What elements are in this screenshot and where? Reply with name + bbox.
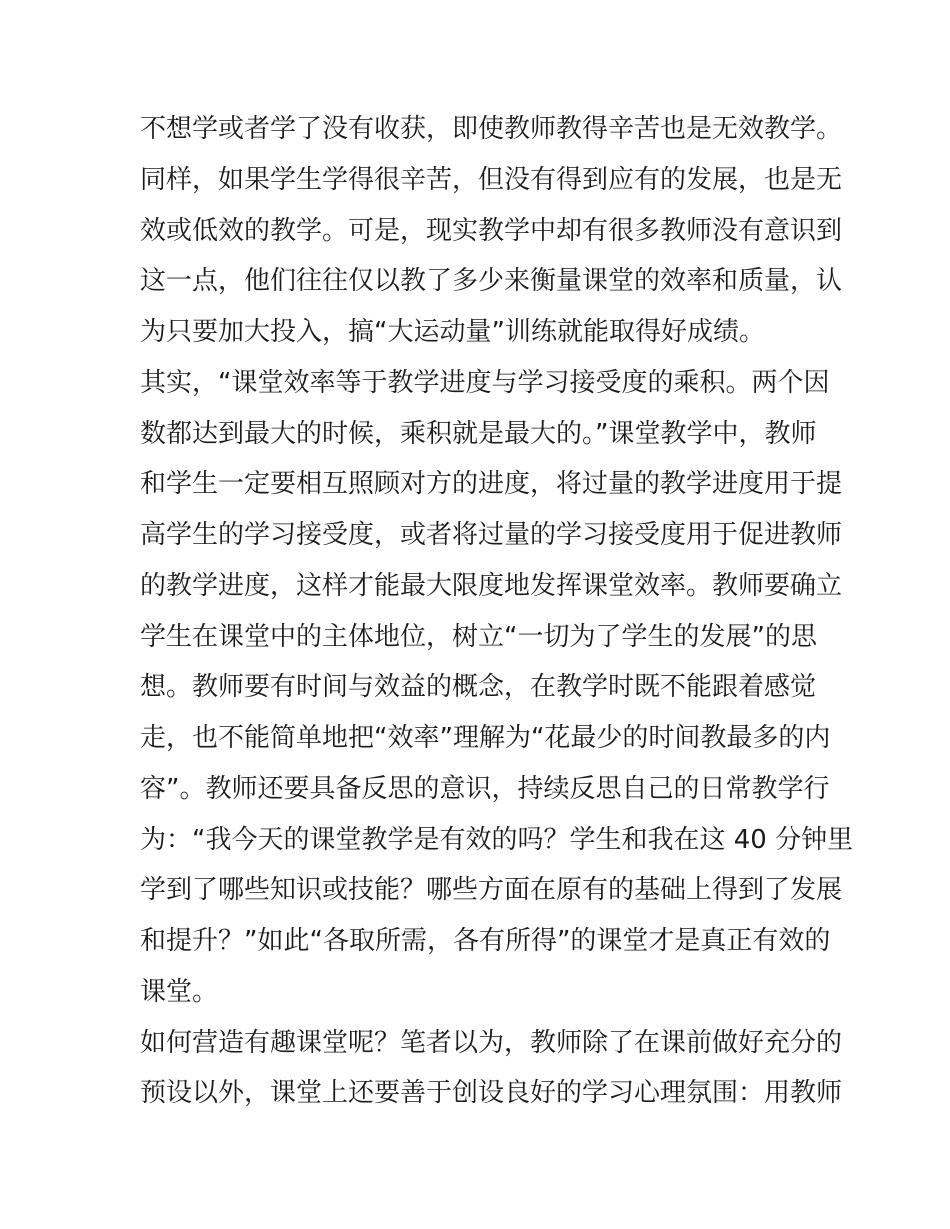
- text-line: 数都达到最大的时候，乘积就是最大的。”课堂教学中，教师: [140, 418, 817, 449]
- text-line: 和提升？”如此“各取所需，各有所得”的课堂才是真正有效的: [140, 926, 831, 956]
- text-line: 为：“我今天的课堂教学是有效的吗？学生和我在这 40 分钟里: [140, 824, 854, 855]
- text-line: 如何营造有趣课堂呢？笔者以为，教师除了在课前做好充分的: [140, 1027, 843, 1058]
- text-line: 的教学进度，这样才能最大限度地发挥课堂效率。教师要确立: [140, 570, 843, 601]
- text-line: 预设以外，课堂上还要善于创设良好的学习心理氛围：用教师: [140, 1078, 843, 1109]
- text-line: 走，也不能简单地把“效率”理解为“花最少的时间教最多的内: [140, 723, 831, 753]
- text-line: 同样，如果学生学得很辛苦，但没有得到应有的发展，也是无: [140, 164, 843, 195]
- text-line: 高学生的学习接受度，或者将过量的学习接受度用于促进教师: [140, 520, 843, 550]
- body-text: [140, 104, 854, 1119]
- text-line: 效或低效的教学。可是，现实教学中却有很多教师没有意识到: [140, 215, 843, 246]
- text-line: 其实，“课堂效率等于教学进度与学习接受度的乘积。两个因: [140, 367, 830, 398]
- text-line: 学到了哪些知识或技能？哪些方面在原有的基础上得到了发展: [140, 875, 843, 906]
- text-line: 想。教师要有时间与效益的概念，在教学时既不能跟着感觉: [140, 672, 817, 703]
- text-line: 为只要加大投入，搞“大运动量”训练就能取得好成绩。: [140, 317, 765, 347]
- text-line: 学生在课堂中的主体地位，树立“一切为了学生的发展”的思: [140, 621, 817, 652]
- text-line: 这一点，他们往往仅以教了多少来衡量课堂的效率和质量，认: [140, 266, 843, 297]
- text-line: 和学生一定要相互照顾对方的进度，将过量的教学进度用于提: [140, 469, 843, 500]
- text-line: 不想学或者学了没有收获，即使教师教得辛苦也是无效教学。: [140, 114, 843, 144]
- text-line: 容”。教师还要具备反思的意识，持续反思自己的日常教学行: [140, 773, 830, 804]
- text-line: 课堂。: [140, 976, 219, 1007]
